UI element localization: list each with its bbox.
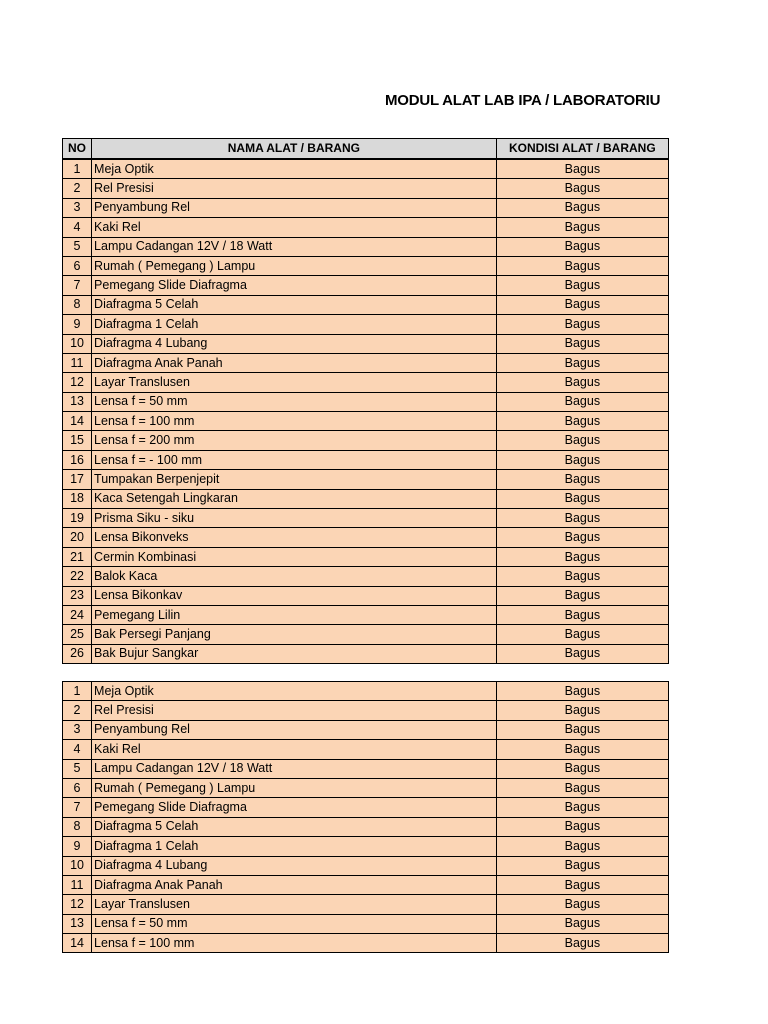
cell-no: 26 (63, 644, 92, 663)
page-title: MODUL ALAT LAB IPA / LABORATORIU (385, 92, 661, 109)
cell-condition: Bagus (496, 179, 668, 198)
cell-no: 11 (63, 353, 92, 372)
cell-no: 5 (63, 237, 92, 256)
cell-item-name: Layar Translusen (92, 895, 497, 914)
table-row (63, 276, 669, 295)
header-row (63, 139, 669, 160)
cell-no: 17 (63, 470, 92, 489)
cell-no: 12 (63, 895, 92, 914)
cell-no: 10 (63, 334, 92, 353)
cell-item-name: Diafragma 5 Celah (92, 817, 497, 836)
cell-item-name: Kaki Rel (92, 740, 497, 759)
cell-condition: Bagus (496, 605, 668, 624)
cell-no: 15 (63, 431, 92, 450)
cell-item-name: Diafragma 4 Lubang (92, 334, 497, 353)
table-row (63, 625, 669, 644)
cell-condition: Bagus (496, 934, 668, 953)
table-row (63, 353, 669, 372)
table-row (63, 256, 669, 275)
cell-item-name: Prisma Siku - siku (92, 509, 497, 528)
cell-condition: Bagus (496, 334, 668, 353)
cell-item-name: Rumah ( Pemegang ) Lampu (92, 778, 497, 797)
table-row (63, 875, 669, 894)
cell-condition: Bagus (496, 759, 668, 778)
table-row (63, 759, 669, 778)
cell-no: 5 (63, 759, 92, 778)
cell-item-name: Pemegang Slide Diafragma (92, 276, 497, 295)
cell-item-name: Bak Persegi Panjang (92, 625, 497, 644)
cell-item-name: Rumah ( Pemegang ) Lampu (92, 256, 497, 275)
table-row (63, 470, 669, 489)
cell-item-name: Diafragma 1 Celah (92, 315, 497, 334)
cell-condition: Bagus (496, 914, 668, 933)
table-row (63, 373, 669, 392)
table-row (63, 159, 669, 179)
cell-condition: Bagus (496, 644, 668, 663)
cell-no: 14 (63, 412, 92, 431)
cell-item-name: Pemegang Lilin (92, 605, 497, 624)
table-row (63, 431, 669, 450)
cell-condition: Bagus (496, 237, 668, 256)
cell-item-name: Lensa f = 100 mm (92, 412, 497, 431)
cell-item-name: Lensa f = 100 mm (92, 934, 497, 953)
cell-condition: Bagus (496, 450, 668, 469)
cell-no: 22 (63, 567, 92, 586)
cell-condition: Bagus (496, 720, 668, 739)
cell-condition: Bagus (496, 586, 668, 605)
cell-no: 1 (63, 159, 92, 179)
cell-no: 7 (63, 276, 92, 295)
cell-no: 13 (63, 392, 92, 411)
cell-item-name: Rel Presisi (92, 701, 497, 720)
cell-item-name: Layar Translusen (92, 373, 497, 392)
cell-item-name: Lensa f = 200 mm (92, 431, 497, 450)
table-row (63, 450, 669, 469)
cell-condition: Bagus (496, 625, 668, 644)
cell-no: 14 (63, 934, 92, 953)
cell-no: 1 (63, 682, 92, 701)
cell-condition: Bagus (496, 875, 668, 894)
cell-item-name: Lampu Cadangan 12V / 18 Watt (92, 759, 497, 778)
cell-no: 16 (63, 450, 92, 469)
table-row (63, 334, 669, 353)
cell-no: 12 (63, 373, 92, 392)
table-row (63, 392, 669, 411)
cell-no: 6 (63, 256, 92, 275)
cell-condition: Bagus (496, 509, 668, 528)
table-row (63, 934, 669, 953)
table-row (63, 179, 669, 198)
cell-condition: Bagus (496, 218, 668, 237)
cell-item-name: Diafragma 5 Celah (92, 295, 497, 314)
table-row (63, 644, 669, 663)
cell-item-name: Penyambung Rel (92, 720, 497, 739)
cell-no: 3 (63, 198, 92, 217)
cell-item-name: Balok Kaca (92, 567, 497, 586)
cell-no: 13 (63, 914, 92, 933)
cell-item-name: Lensa Bikonkav (92, 586, 497, 605)
table-row (63, 547, 669, 566)
cell-item-name: Lensa f = 50 mm (92, 914, 497, 933)
cell-condition: Bagus (496, 392, 668, 411)
cell-item-name: Lensa Bikonveks (92, 528, 497, 547)
table-row (63, 509, 669, 528)
cell-no: 2 (63, 179, 92, 198)
table-row (63, 837, 669, 856)
cell-item-name: Penyambung Rel (92, 198, 497, 217)
cell-no: 7 (63, 798, 92, 817)
cell-condition: Bagus (496, 373, 668, 392)
cell-no: 10 (63, 856, 92, 875)
cell-condition: Bagus (496, 837, 668, 856)
equipment-table-continued (62, 681, 669, 953)
cell-item-name: Diafragma Anak Panah (92, 353, 497, 372)
cell-item-name: Lensa f = 50 mm (92, 392, 497, 411)
header-no: NO (63, 139, 92, 160)
cell-no: 4 (63, 740, 92, 759)
cell-condition: Bagus (496, 315, 668, 334)
cell-item-name: Cermin Kombinasi (92, 547, 497, 566)
cell-no: 18 (63, 489, 92, 508)
cell-condition: Bagus (496, 856, 668, 875)
cell-no: 25 (63, 625, 92, 644)
cell-condition: Bagus (496, 740, 668, 759)
table-row (63, 237, 669, 256)
table-row (63, 914, 669, 933)
cell-item-name: Rel Presisi (92, 179, 497, 198)
cell-item-name: Tumpakan Berpenjepit (92, 470, 497, 489)
table-row (63, 218, 669, 237)
table-row (63, 895, 669, 914)
cell-no: 23 (63, 586, 92, 605)
table-row (63, 315, 669, 334)
cell-no: 4 (63, 218, 92, 237)
cell-no: 24 (63, 605, 92, 624)
cell-condition: Bagus (496, 895, 668, 914)
cell-no: 9 (63, 837, 92, 856)
cell-no: 6 (63, 778, 92, 797)
cell-no: 21 (63, 547, 92, 566)
cell-item-name: Lensa f = - 100 mm (92, 450, 497, 469)
cell-item-name: Meja Optik (92, 682, 497, 701)
cell-condition: Bagus (496, 256, 668, 275)
cell-no: 19 (63, 509, 92, 528)
cell-condition: Bagus (496, 198, 668, 217)
cell-no: 8 (63, 295, 92, 314)
cell-item-name: Diafragma 4 Lubang (92, 856, 497, 875)
cell-item-name: Meja Optik (92, 159, 497, 179)
table-row (63, 778, 669, 797)
table-row (63, 856, 669, 875)
table-row (63, 198, 669, 217)
cell-condition: Bagus (496, 412, 668, 431)
cell-condition: Bagus (496, 470, 668, 489)
cell-condition: Bagus (496, 817, 668, 836)
table-row (63, 817, 669, 836)
cell-item-name: Kaca Setengah Lingkaran (92, 489, 497, 508)
header-item-name: NAMA ALAT / BARANG (92, 139, 497, 160)
cell-no: 3 (63, 720, 92, 739)
cell-condition: Bagus (496, 701, 668, 720)
table-row (63, 798, 669, 817)
table-row (63, 567, 669, 586)
cell-item-name: Diafragma Anak Panah (92, 875, 497, 894)
header-condition: KONDISI ALAT / BARANG (496, 139, 668, 160)
cell-condition: Bagus (496, 159, 668, 179)
cell-no: 2 (63, 701, 92, 720)
cell-item-name: Diafragma 1 Celah (92, 837, 497, 856)
cell-condition: Bagus (496, 295, 668, 314)
table-row (63, 528, 669, 547)
table-row (63, 682, 669, 701)
cell-item-name: Lampu Cadangan 12V / 18 Watt (92, 237, 497, 256)
table-row (63, 720, 669, 739)
table-row (63, 489, 669, 508)
cell-condition: Bagus (496, 353, 668, 372)
cell-condition: Bagus (496, 798, 668, 817)
table-row (63, 740, 669, 759)
table-row (63, 412, 669, 431)
cell-condition: Bagus (496, 528, 668, 547)
equipment-table (62, 138, 669, 664)
cell-condition: Bagus (496, 431, 668, 450)
cell-no: 9 (63, 315, 92, 334)
cell-item-name: Kaki Rel (92, 218, 497, 237)
cell-no: 11 (63, 875, 92, 894)
cell-item-name: Pemegang Slide Diafragma (92, 798, 497, 817)
cell-condition: Bagus (496, 276, 668, 295)
table-row (63, 295, 669, 314)
cell-condition: Bagus (496, 567, 668, 586)
table-row (63, 605, 669, 624)
cell-condition: Bagus (496, 682, 668, 701)
table-row (63, 586, 669, 605)
cell-item-name: Bak Bujur Sangkar (92, 644, 497, 663)
table-row (63, 701, 669, 720)
cell-condition: Bagus (496, 778, 668, 797)
cell-no: 8 (63, 817, 92, 836)
cell-condition: Bagus (496, 547, 668, 566)
cell-no: 20 (63, 528, 92, 547)
cell-condition: Bagus (496, 489, 668, 508)
